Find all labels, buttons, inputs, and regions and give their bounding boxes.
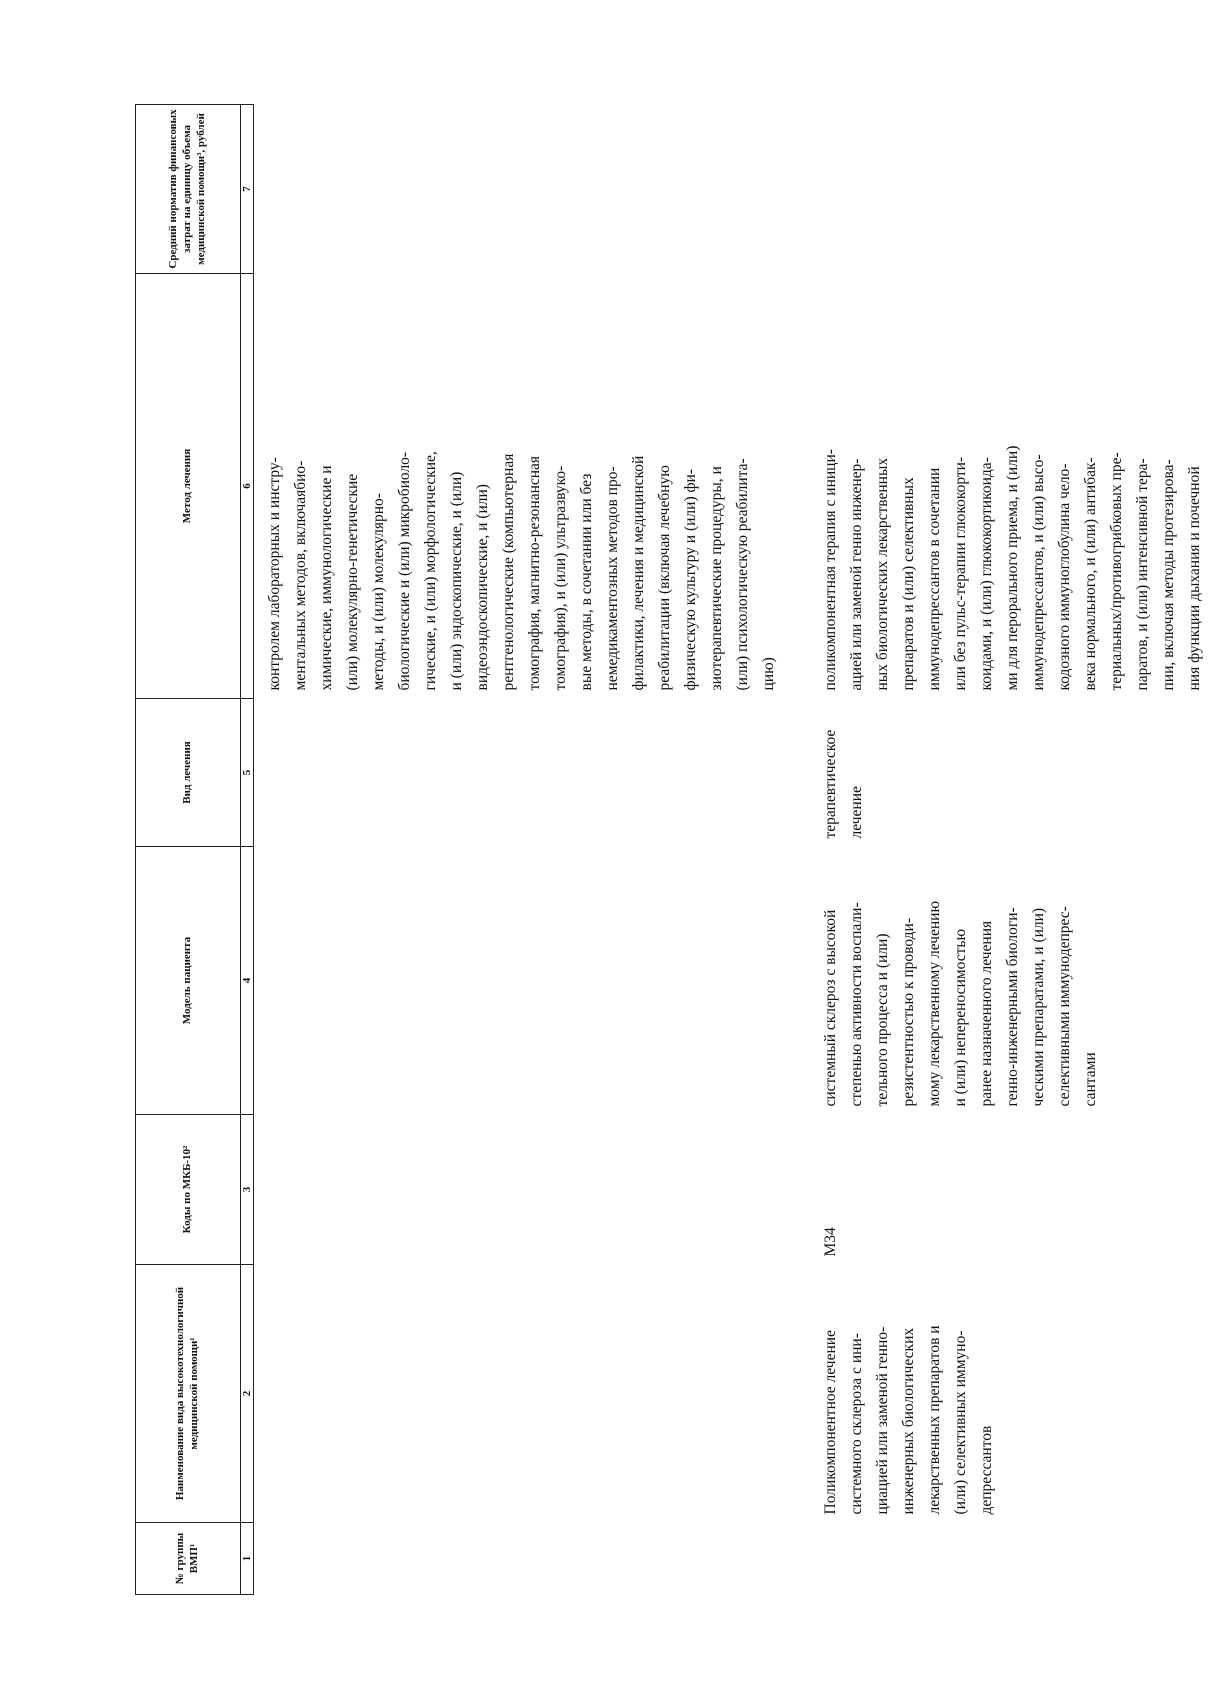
column-number-row xyxy=(241,105,254,1595)
header-patient-model: Модель пациента xyxy=(136,847,241,1115)
table-header-row xyxy=(136,105,241,1595)
cell-vmp-name xyxy=(254,1265,811,1523)
cell-treatment-kind xyxy=(254,699,811,847)
header-icd-codes: Коды по МКБ-10² xyxy=(136,1115,241,1265)
cell-average-cost xyxy=(254,105,811,274)
rotated-table-container xyxy=(135,105,1203,1595)
column-number: 3 xyxy=(241,1115,254,1265)
cell-treatment-method: поликомпонентная терапия с иници- ацией или заменой генно инженер- ных биологических лекарственных препаратов и (или) селективных иммунодепрессантов в сочетании или без пульс-терапии глюкокорти- коидами, и (или) глюкокортикоида- ми для перорального приема, и (или) иммунодепрессантов, и (или) высо- кодозного иммуноглобулина чело- века нормального, и (или) антибак- териальных/противогрибковых пре- паратов, и (или) интенсивной тера- пии, включая методы протезирова- ния функции дыхания и почечной xyxy=(822,445,1203,691)
column-number: 1 xyxy=(241,1523,254,1595)
cell-treatment-kind: терапевтическое лечение xyxy=(822,729,865,839)
column-number: 2 xyxy=(241,1265,254,1523)
table-row xyxy=(810,105,1208,1595)
cell-icd-codes: M34 xyxy=(822,1227,839,1257)
column-number: 7 xyxy=(241,105,254,274)
cell-vmp-name: Поликомпонентное лечение системного склероза с ини- циацией или заменой генно- инженерных биологических лекарственных препаратов и (или) селективных иммуно- депрессантов xyxy=(822,1325,995,1515)
table-row xyxy=(254,105,811,1595)
cell-group-number xyxy=(810,1523,1208,1595)
header-treatment-method: Метод лечения xyxy=(136,274,241,699)
cell-patient-model: системный склероз с высокой степенью активности воспали- тельного процесса и (или) резистентностью к проводи- мому лекарственному лечению и (или) непереносимостью ранее назначенного лечения генно-инженерными биологи- ческими препаратами, и (или) селективными иммунодепрес- сантами xyxy=(822,900,1099,1107)
column-number: 4 xyxy=(241,847,254,1115)
cell-average-cost xyxy=(810,105,1208,274)
header-treatment-kind: Вид лечения xyxy=(136,699,241,847)
header-vmp-name: Наименование вида высокотехнологичной медицинской помощи¹ xyxy=(136,1265,241,1523)
cell-group-number xyxy=(254,1523,811,1595)
cell-icd-codes xyxy=(254,1115,811,1265)
vmp-table xyxy=(135,104,1208,1595)
header-average-cost: Средний норматив финансовых затрат на единицу объема медицинской помощи³, рублей xyxy=(136,105,241,274)
cell-treatment-method: контролем лабораторных и инстру- ментальных методов, включаябио- химические, иммунологические и (или) молекулярно-генетические методы, и (или) молекулярно- биологические и (или) микробиоло- гические, и (или) морфологические, и (или) эндоскопические, и (или) видеоэндоскопические, и (или) рентгенологические (компьютерная томография, магнитно-резонансная томография), и (или) ультразвуко- вые методы, в сочетании или без немедикаментозных методов про- филактики, лечения и медицинской реабилитации (включая лечебную физическую культуру и (или) фи- зиотерапевтические процедуры, и (или) психологическую реабилита- цию) xyxy=(266,451,777,691)
column-number: 6 xyxy=(241,274,254,699)
column-number: 5 xyxy=(241,699,254,847)
header-group-number: № группы ВМП¹ xyxy=(136,1523,241,1595)
cell-patient-model xyxy=(254,847,811,1115)
